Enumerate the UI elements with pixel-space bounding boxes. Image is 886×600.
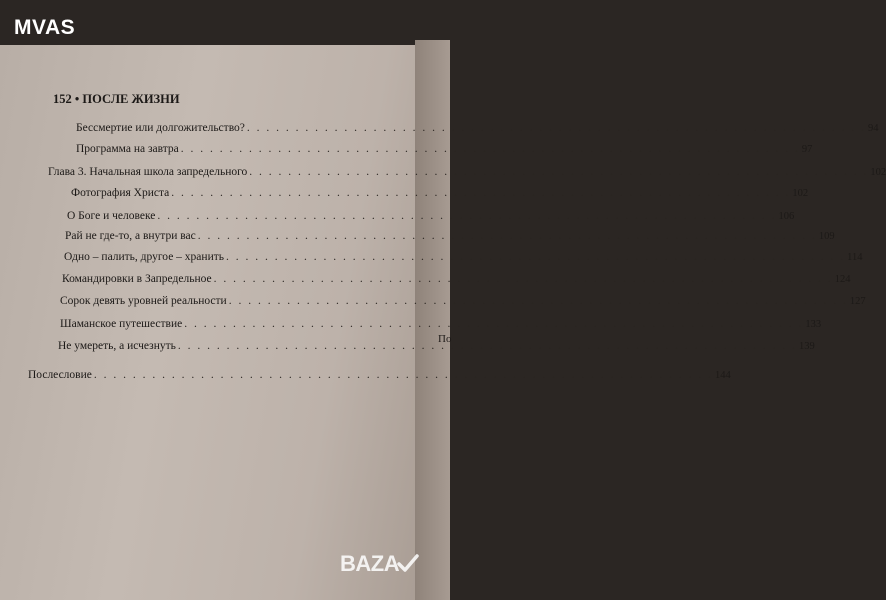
toc-leader-dots bbox=[181, 143, 800, 155]
toc-entry-page: 97 bbox=[801, 144, 813, 155]
toc-entry-chapter bbox=[48, 166, 886, 182]
toc-leader-dots bbox=[157, 210, 776, 222]
toc-entry-title: Шаманское путешествие bbox=[60, 318, 183, 330]
toc-entry-title: Командировки в Запредельное bbox=[62, 273, 212, 285]
toc-entry-page: 144 bbox=[714, 370, 731, 381]
toc-leader-dots bbox=[226, 251, 845, 263]
toc-entry-page: 109 bbox=[818, 231, 835, 242]
toc-leader-dots bbox=[198, 230, 817, 242]
toc-entry-page: 94 bbox=[868, 123, 879, 134]
toc-entry-page: 133 bbox=[805, 319, 822, 330]
toc-entry bbox=[64, 251, 863, 267]
toc-entry-page: 127 bbox=[849, 296, 866, 307]
toc-leader-dots bbox=[171, 187, 790, 199]
checkmark-icon bbox=[396, 551, 420, 575]
toc-entry-title: Одно – палить, другое – хранить bbox=[64, 251, 224, 263]
toc-entry-title: Программа на завтра bbox=[76, 143, 179, 155]
toc-entry-page: 124 bbox=[834, 274, 851, 285]
toc-entry-title: О Боге и человеке bbox=[67, 210, 156, 222]
toc-leader-dots bbox=[249, 166, 868, 178]
toc-leader-dots bbox=[214, 273, 833, 285]
toc-leader-dots bbox=[229, 295, 848, 307]
adjacent-page-text: По bbox=[438, 333, 452, 345]
seller-logo: MVAS bbox=[14, 16, 76, 39]
toc-entry-title: Сорок девять уровней реальности bbox=[60, 295, 227, 307]
toc-entry-title: Фотография Христа bbox=[71, 187, 170, 199]
running-header: 152 • ПОСЛЕ ЖИЗНИ bbox=[53, 92, 180, 106]
toc-leader-dots bbox=[94, 369, 713, 381]
toc-entry bbox=[62, 273, 851, 289]
toc-entry-page: 102 bbox=[792, 188, 809, 199]
toc-entry bbox=[60, 318, 822, 334]
toc-entry-title: Бессмертие или долгожительство? bbox=[76, 122, 245, 134]
toc-entry bbox=[67, 210, 795, 226]
toc-entry-page: 102 bbox=[870, 167, 886, 178]
toc-entry bbox=[76, 122, 879, 138]
toc-entry bbox=[65, 230, 835, 246]
toc-entry-page: 139 bbox=[799, 341, 815, 352]
toc-entry-title: Рай не где-то, а внутри вас bbox=[65, 230, 196, 242]
toc-entry-page: 106 bbox=[778, 211, 795, 222]
toc-entry-title: Глава 3. Начальная школа запредельного bbox=[48, 166, 248, 178]
toc-entry bbox=[71, 187, 809, 203]
toc-entry bbox=[76, 143, 813, 159]
toc-entry-title: Послесловие bbox=[28, 369, 92, 381]
toc-leader-dots bbox=[247, 122, 866, 134]
watermark-text: BAZA bbox=[340, 551, 400, 576]
toc-entry-title: Не умереть, а исчезнуть bbox=[58, 340, 176, 352]
toc-entry-afterword bbox=[28, 369, 731, 385]
toc-leader-dots bbox=[184, 318, 803, 330]
toc-leader-dots bbox=[178, 340, 797, 352]
toc-entry bbox=[58, 340, 815, 356]
toc-entry bbox=[60, 295, 866, 311]
toc-entry-page: 114 bbox=[847, 252, 863, 263]
